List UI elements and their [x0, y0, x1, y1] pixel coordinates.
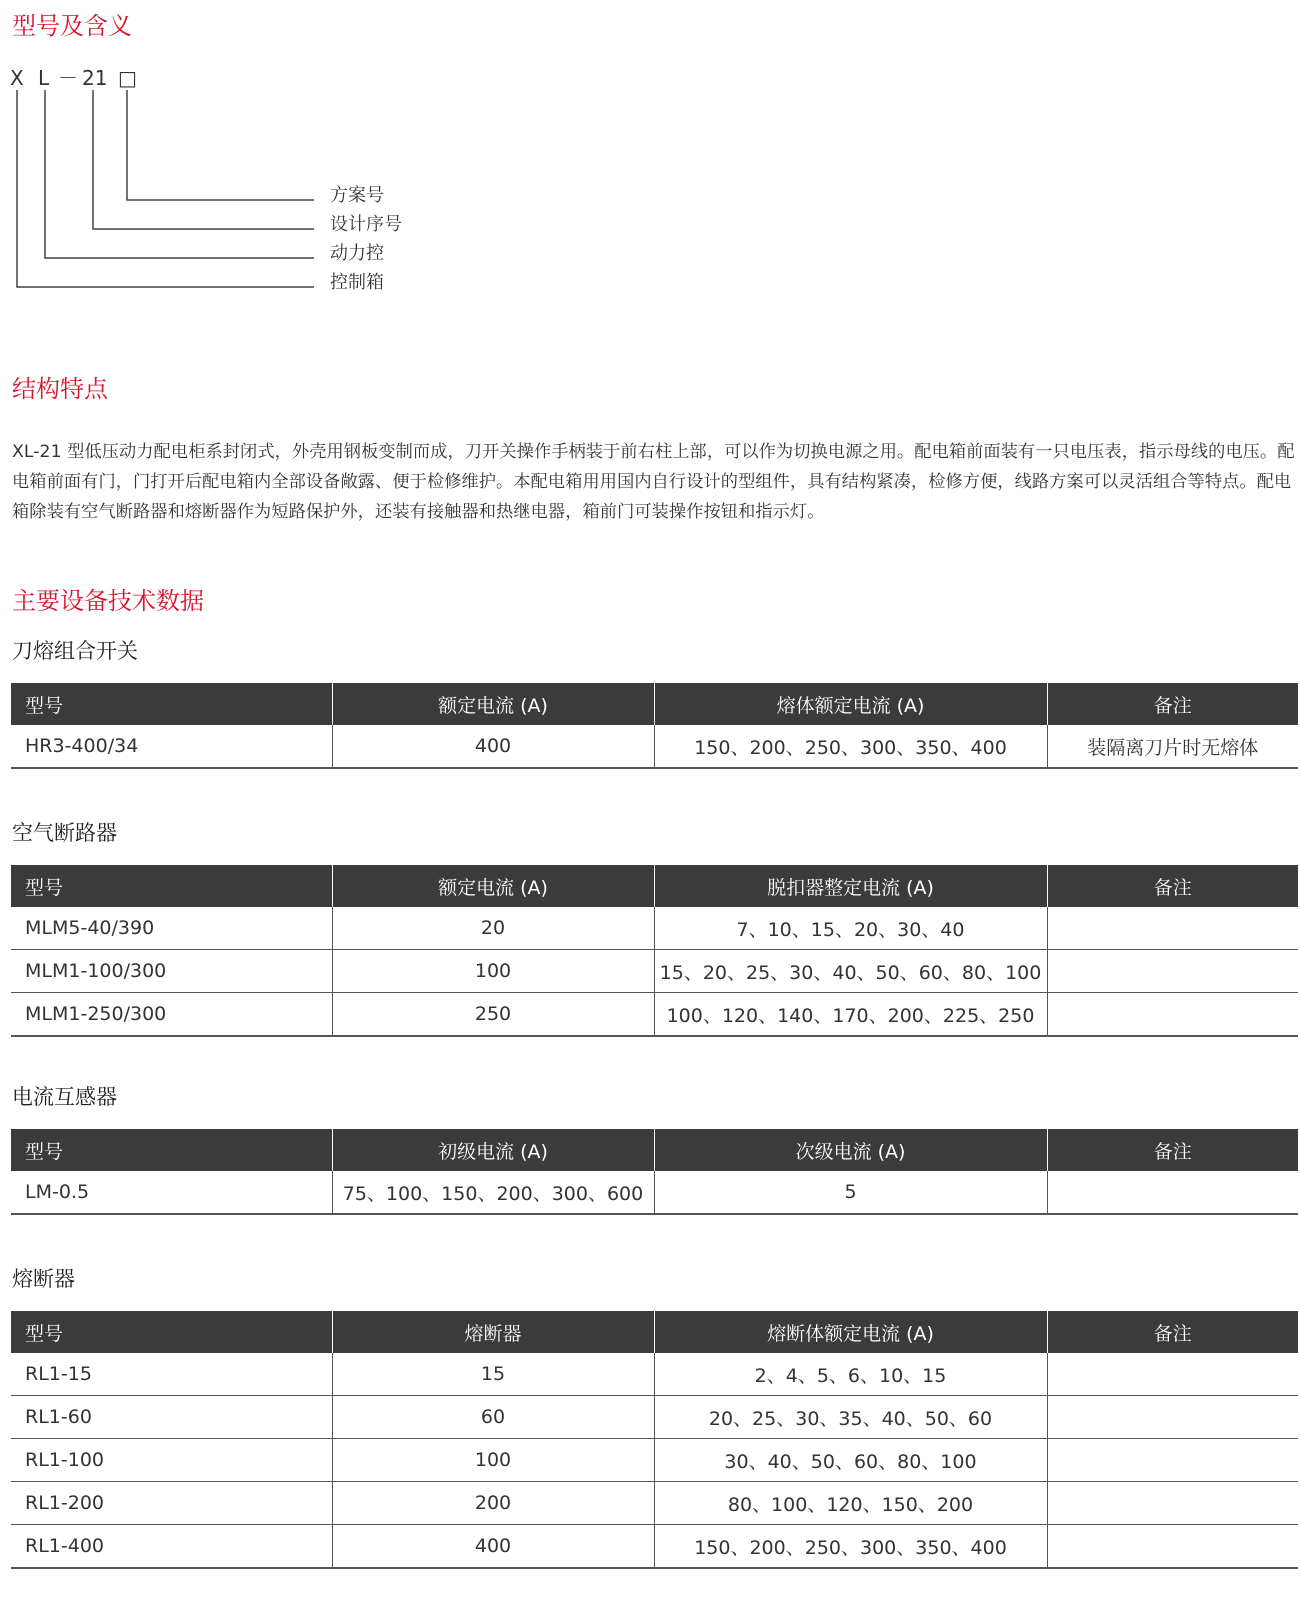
model-code-dash: －: [58, 66, 78, 90]
table-cell: [1047, 1171, 1298, 1214]
table-row: [11, 1525, 1298, 1569]
table-row: [11, 1396, 1298, 1439]
table-cell: 80、100、120、150、200: [654, 1482, 1047, 1525]
table-cell: 150、200、250、300、350、400: [654, 725, 1047, 768]
table-cell: RL1-200: [11, 1482, 332, 1525]
table-cell: MLM5-40/390: [11, 907, 332, 950]
meaning-label-sheji: 设计序号: [330, 214, 402, 235]
table-cell: [1047, 1439, 1298, 1482]
table-cell: 150、200、250、300、350、400: [654, 1525, 1047, 1569]
table-cell: 75、100、150、200、300、600: [332, 1171, 654, 1214]
table-cell: RL1-400: [11, 1525, 332, 1569]
table-cell: [1047, 993, 1298, 1037]
table-cell: 20: [332, 907, 654, 950]
table-row: [11, 1482, 1298, 1525]
model-code-x: X: [10, 66, 24, 90]
column-header: 型号: [11, 865, 332, 907]
section-title-main-data: 主要设备技术数据: [12, 587, 204, 615]
column-header: 熔断器: [332, 1311, 654, 1353]
table-cell: 60: [332, 1396, 654, 1439]
table-cell: LM-0.5: [11, 1171, 332, 1214]
table-current-transformer: [11, 1129, 1298, 1215]
section-title-structure: 结构特点: [12, 375, 108, 403]
meaning-label-dongli: 动力控: [330, 243, 384, 264]
column-header: 熔体额定电流 (A): [654, 683, 1047, 725]
table-cell: 100: [332, 1439, 654, 1482]
meaning-label-kongzhi: 控制箱: [330, 272, 384, 293]
table-cell: 400: [332, 725, 654, 768]
column-header: 备注: [1047, 683, 1298, 725]
table-cell: 5: [654, 1171, 1047, 1214]
table-row: [11, 1439, 1298, 1482]
column-header: 熔断体额定电流 (A): [654, 1311, 1047, 1353]
column-header: 脱扣器整定电流 (A): [654, 865, 1047, 907]
table-cell: [1047, 1353, 1298, 1396]
table-title-current-transformer: 电流互感器: [12, 1085, 117, 1109]
table-cell: [1047, 907, 1298, 950]
bracket-line-dongli: [45, 90, 314, 258]
column-header: 型号: [11, 683, 332, 725]
table-cell: 2、4、5、6、10、15: [654, 1353, 1047, 1396]
table-knife-fuse-switch: [11, 683, 1298, 769]
table-cell: [1047, 1525, 1298, 1569]
column-header: 备注: [1047, 865, 1298, 907]
table-cell: 15: [332, 1353, 654, 1396]
section-title-model: 型号及含义: [12, 12, 132, 40]
column-header: 额定电流 (A): [332, 865, 654, 907]
column-header: 额定电流 (A): [332, 683, 654, 725]
table-cell: MLM1-250/300: [11, 993, 332, 1037]
model-code-l: L: [38, 66, 50, 90]
table-title-fuse: 熔断器: [12, 1267, 75, 1291]
table-cell: 400: [332, 1525, 654, 1569]
column-header: 型号: [11, 1311, 332, 1353]
column-header: 次级电流 (A): [654, 1129, 1047, 1171]
table-row: [11, 950, 1298, 993]
table-cell: 15、20、25、30、40、50、60、80、100: [654, 950, 1047, 993]
table-row: [11, 1353, 1298, 1396]
table-title-knife-fuse-switch: 刀熔组合开关: [12, 639, 138, 663]
column-header: 初级电流 (A): [332, 1129, 654, 1171]
model-code-21: 21: [82, 66, 108, 90]
bracket-line-sheji: [93, 90, 314, 229]
model-code-box: □: [118, 66, 137, 90]
table-cell: 30、40、50、60、80、100: [654, 1439, 1047, 1482]
structure-description: XL-21 型低压动力配电柜系封闭式，外壳用钢板变制而成，刀开关操作手柄装于前右柱上部，可以作为切换电源之用。配电箱前面装有一只电压表，指示母线的电压。配电箱前面有门，门打开后配电箱内全部设备敞露、便于检修维护。本配电箱用用国内自行设计的型组件，具有结构紧凑，检修方便，线路方案可以灵活组合等特点。配电箱除装有空气断路器和熔断器作为短路保护外，还装有接触器和热继电器，箱前门可装操作按钮和指示灯。: [12, 442, 1295, 522]
column-header: 备注: [1047, 1311, 1298, 1353]
table-row: [11, 907, 1298, 950]
table-title-air-circuit-breaker: 空气断路器: [12, 821, 117, 845]
table-fuse: [11, 1311, 1298, 1569]
column-header: 备注: [1047, 1129, 1298, 1171]
column-header: 型号: [11, 1129, 332, 1171]
table-cell: MLM1-100/300: [11, 950, 332, 993]
table-cell: 100: [332, 950, 654, 993]
table-air-circuit-breaker: [11, 865, 1298, 1037]
table-cell: 200: [332, 1482, 654, 1525]
table-cell: 装隔离刀片时无熔体: [1047, 725, 1298, 768]
table-row: [11, 993, 1298, 1037]
table-cell: 7、10、15、20、30、40: [654, 907, 1047, 950]
table-cell: RL1-60: [11, 1396, 332, 1439]
table-row: [11, 1171, 1298, 1214]
meaning-label-fangan: 方案号: [330, 185, 384, 206]
table-cell: RL1-100: [11, 1439, 332, 1482]
table-cell: [1047, 950, 1298, 993]
table-cell: 250: [332, 993, 654, 1037]
table-cell: 100、120、140、170、200、225、250: [654, 993, 1047, 1037]
table-cell: HR3-400/34: [11, 725, 332, 768]
table-row: [11, 725, 1298, 768]
table-cell: [1047, 1396, 1298, 1439]
table-cell: [1047, 1482, 1298, 1525]
table-cell: RL1-15: [11, 1353, 332, 1396]
bracket-line-fangan: [127, 90, 314, 200]
table-cell: 20、25、30、35、40、50、60: [654, 1396, 1047, 1439]
